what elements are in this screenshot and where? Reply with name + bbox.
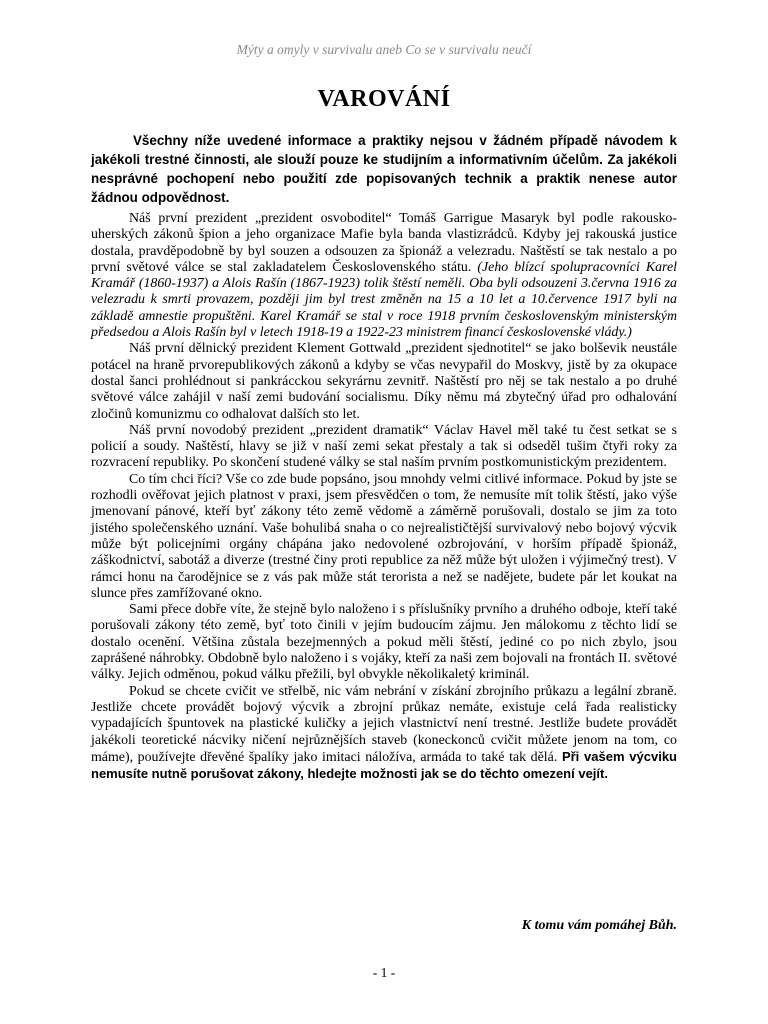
paragraph-training-text: Pokud se chcete cvičit ve střelbě, nic vám nebrání v získání zbrojního průkazu a legální zbraně. Jestliže chcete provádět bojový výcvik a zbrojní průkaz nemáte, existuje celá řada realisticky vypadajících špuntovek na plastické kuličky a jejich vlastnictví není trestné. Jestliže budete provádět jakékoli teoretické nácviky ničení nejrůznějších staveb (koneckonců cvičit můžete jenom na tom, co máme), používejte dřevěné špalíky jako imitaci náložíva, armáda to také tak dělá. bbox=[91, 683, 677, 765]
paragraph-training bbox=[91, 684, 677, 784]
paragraph-masaryk-text: Náš první prezident „prezident osvoboditel“ Tomáš Garrigue Masaryk byl podle rakousko-uherských zákonů špion a jeho organizace Mafie byla banda vlastizrádců. Kdyby jej rakouská justice dostala, pravděpodobně by byl souzen a odsouzen za špionáž a velezradu. Naštěstí se tak nestalo a po první světové válce se stal zakladatelem Československého státu. bbox=[91, 211, 677, 275]
paragraph-resistance: Sami přece dobře víte, že stejně bylo naloženo i s příslušníky prvního a druhého odboje, kteří také porušovali zákony této země, byť toto činili v jejím budoucím zájmu. Jen málokomu z těchto lidí se dostalo ocenění. Většina zůstala bezejmenných a pokud měli štěstí, jediné co po nich zbylo, jsou zaprášené náhrobky. Obdobně bylo naloženo i s vojáky, kteří za naši zem bojovali na frontách II. světové války. Jejich odměnou, pokud válku přežili, byl obvykle několikaletý kriminál. bbox=[91, 602, 677, 683]
warning-paragraph: Všechny níže uvedené informace a praktiky nejsou v žádném případě návodem k jakékoli trestné činnosti, ale slouží pouze ke studijním a informativním účelům. Za jakékoli nesprávné pochopení nebo použití zde popisovaných technik a praktik nenese autor žádnou odpovědnost. bbox=[91, 133, 677, 205]
paragraph-training-bold: Při vašem výcviku nemusíte nutně porušovat zákony, hledejte možnosti jak se do těchto omezení vejít. bbox=[91, 748, 677, 782]
signoff: K tomu vám pomáhej Bůh. bbox=[521, 918, 677, 933]
body-text bbox=[91, 211, 677, 783]
paragraph-havel: Náš první novodobý prezident „prezident dramatik“ Václav Havel měl také tu čest setkat se s policií a soudy. Naštěstí, hlavy se již v naší zemi sekat přestaly a tak si odseděl tušim čtyři roky za rozvracení republiky. Po skončení studené války se stal naším prvním postkomunistickým prezidentem. bbox=[91, 422, 677, 471]
page-number: - 1 - bbox=[372, 965, 396, 980]
running-header: Mýty a omyly v survivalu aneb Co se v survivalu neučí bbox=[236, 42, 532, 57]
paragraph-masaryk bbox=[91, 211, 677, 341]
paragraph-gottwald: Náš první dělnický prezident Klement Gottwald „prezident sjednotitel“ se jako bolševik neustále potácel na hraně prvorepublikových zákonů a kdyby se včas nevypařil do Moskvy, jistě by za okupace dostal šanci prohlédnout si pankrácckou sekyrárnu zevnitř. Naštěstí pro něj se tak nestalo a po druhé světové válce zahájil v naší zemi budování socialismu. Díky němu má zbytečný úřad pro odhalování zločinů komunizmu co odhalovat dalších sto let. bbox=[91, 341, 677, 422]
paragraph-masaryk-note: (Jeho blízcí spolupracovníci Karel Kramář (1860-1937) a Alois Rašín (1867-1923) tolik štěstí neměli. Oba byli odsouzeni 3.června 1916 za velezradu k smrti provazem, později jim byl trest změněn na 15 a 10 let a 10.července 1917 byli na základě amnestie propuštěni. Karel Kramář se stal v roce 1918 prvním československým ministerským předsedou a Alois Rašín byl v letech 1918-19 a 1922-23 ministrem financí československé vlády.) bbox=[91, 259, 677, 341]
paragraph-warning-detail: Co tím chci říci? Vše co zde bude popsáno, jsou mnohdy velmi citlivé informace. Pokud by jste se rozhodli ověřovat jejich platnost v praxi, jsem přesvědčen o tom, že nemusíte mít tolik štěstí, jako výše jmenovaní pánové, kteří byť zákony této země vědomě a záměrně porušovali, dostalo se jim za toto jistého společenského uznání. Vaše bohulibá snaha o co nejrealističtější survivalový nebo bojový výcvik může být policejními orgány chápána jako nedovolené ozbrojování, v horším případě špionáž, záškodnictví, sabotáž a diverze (trestné činy proti republice za něž může být uložen i výjimečný trest). V rámci honu na čarodějnice se z vás pak může stát terorista a než se nadějete, budete pár let koukat na slunce přes zamřížované okno. bbox=[91, 471, 677, 601]
page-title: VAROVÁNÍ bbox=[317, 86, 451, 112]
